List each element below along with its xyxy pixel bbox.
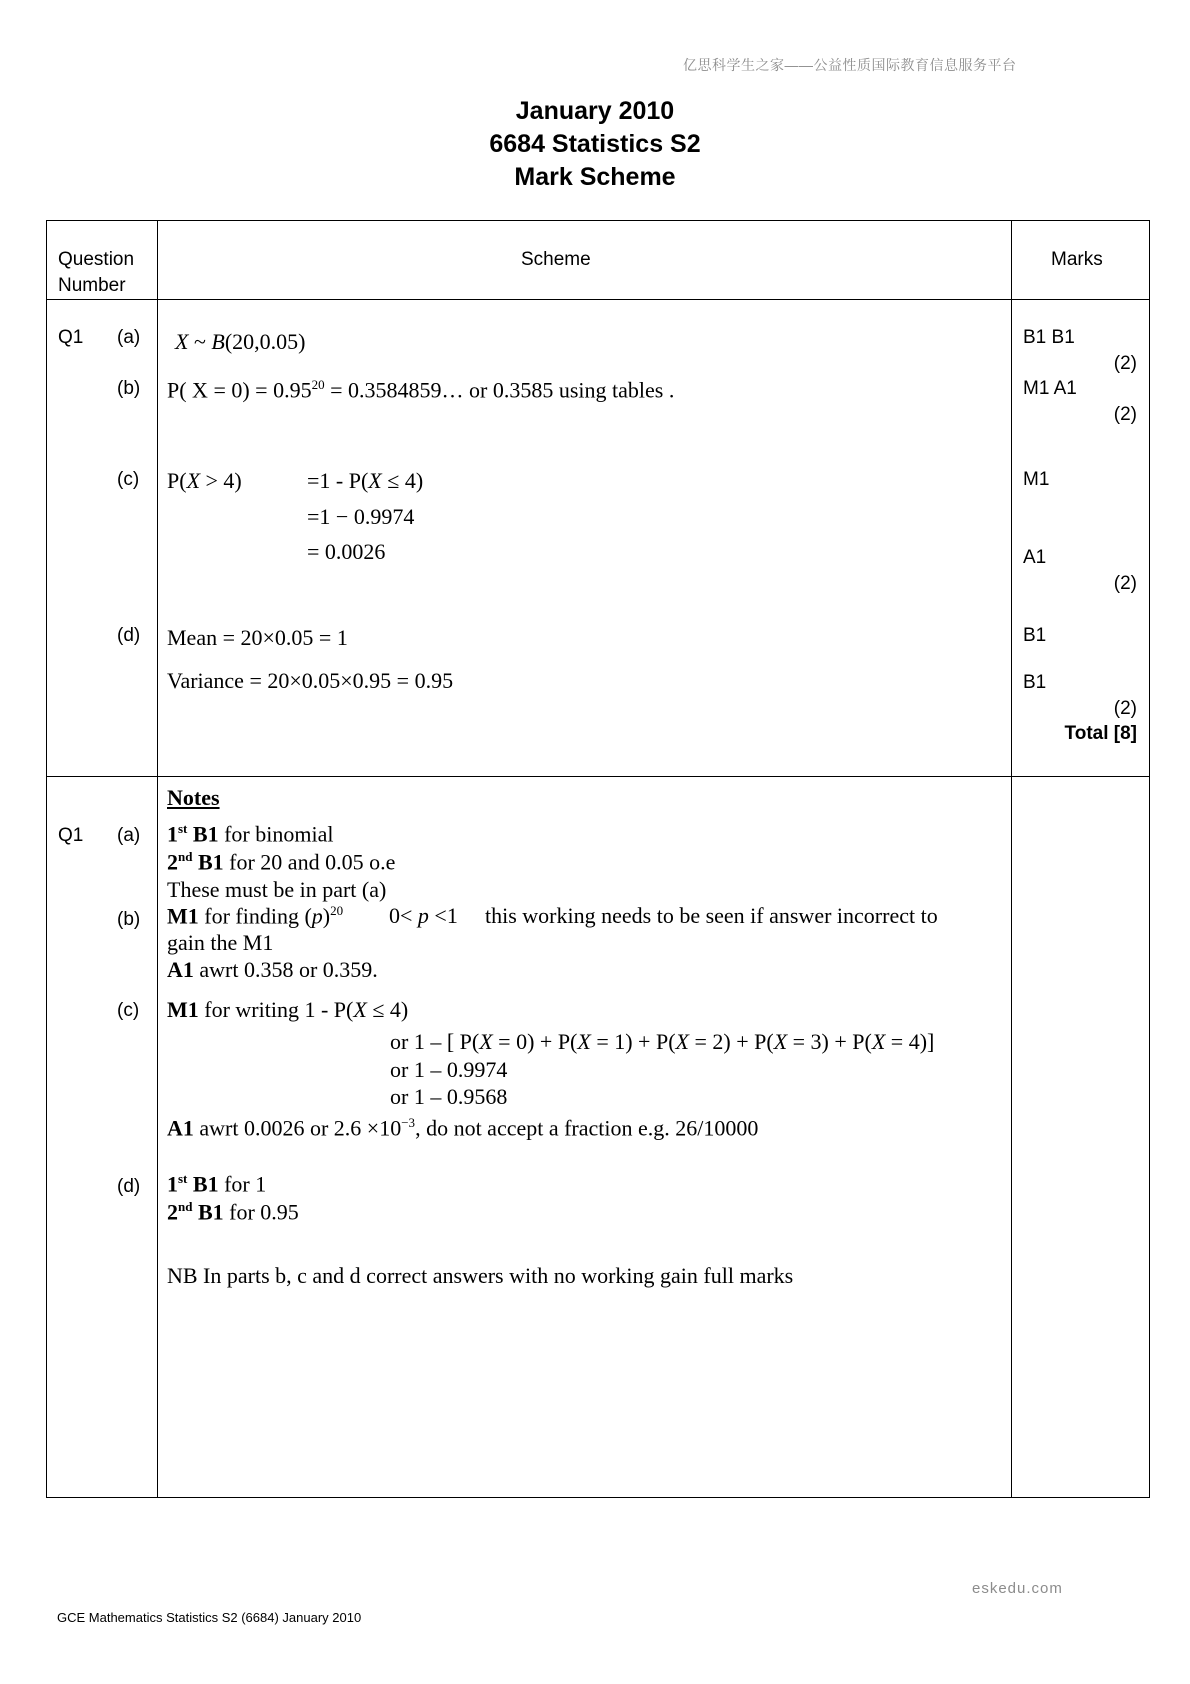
notes-c-line4: or 1 – 0.9568 bbox=[390, 1084, 508, 1109]
scheme-part-a: (a) bbox=[117, 327, 141, 348]
scheme-d-mean: Mean = 20×0.05 = 1 bbox=[167, 625, 348, 650]
notes-question-label: Q1 bbox=[58, 825, 84, 846]
notes-c-line1 bbox=[167, 997, 408, 1023]
notes-a1-text: for binomial bbox=[218, 821, 334, 847]
notes-d2-text: for 0.95 bbox=[223, 1199, 299, 1225]
notes-b-range bbox=[389, 903, 458, 929]
notes-d1-ord-sup: st bbox=[178, 1171, 188, 1186]
notes-c2-x1: X bbox=[479, 1029, 493, 1054]
notes-a2-text: for 20 and 0.05 o.e bbox=[223, 849, 396, 875]
notes-c2-x4: X bbox=[773, 1029, 788, 1054]
marks-c-a1: A1 bbox=[1023, 547, 1047, 568]
header-row-divider bbox=[47, 299, 1149, 300]
header-question-line1: Question bbox=[58, 249, 135, 270]
marks-d-total: (2) bbox=[1113, 698, 1137, 719]
marks-a: B1 B1 bbox=[1023, 327, 1075, 348]
notes-a2-ord: 2 bbox=[167, 849, 178, 875]
notes-c2-a: or 1 – [ P( bbox=[390, 1029, 480, 1054]
scheme-a-tilde: ~ bbox=[188, 329, 212, 354]
notes-a-line1 bbox=[167, 821, 333, 847]
notes-c2-b: = 0) + P( bbox=[492, 1029, 578, 1054]
scheme-c-lhs bbox=[167, 468, 242, 494]
notes-d1-ord: 1 bbox=[167, 1171, 178, 1197]
notes-c1-code: M1 bbox=[167, 997, 199, 1022]
notes-part-d: (d) bbox=[117, 1176, 141, 1197]
notes-d2-code: B1 bbox=[192, 1199, 224, 1225]
notes-b3-text: awrt 0.358 or 0.359. bbox=[193, 957, 378, 982]
notes-d-line2 bbox=[167, 1199, 299, 1225]
notes-c-line2 bbox=[390, 1029, 934, 1055]
scheme-a-args: (20,0.05) bbox=[224, 329, 306, 354]
notes-c2-x2: X bbox=[577, 1029, 591, 1054]
scheme-b-working bbox=[167, 377, 674, 403]
scheme-part-d: (d) bbox=[117, 625, 141, 646]
notes-b1-range-a: 0< bbox=[389, 903, 418, 928]
document-title-paper: 6684 Statistics S2 bbox=[489, 130, 701, 158]
notes-c-line3: or 1 – 0.9974 bbox=[390, 1057, 508, 1082]
document-title-type: Mark Scheme bbox=[514, 163, 676, 191]
marks-b: M1 A1 bbox=[1023, 378, 1077, 399]
notes-part-c: (c) bbox=[117, 1000, 140, 1021]
notes-c1-x: X bbox=[353, 997, 367, 1022]
notes-a2-ord-sup: nd bbox=[178, 849, 193, 864]
scheme-a-distribution bbox=[175, 329, 305, 355]
marks-a-total: (2) bbox=[1113, 353, 1137, 374]
mark-scheme-table bbox=[46, 220, 1150, 1498]
notes-a1-ord: 1 bbox=[167, 821, 178, 847]
notes-b1-sup: 20 bbox=[330, 903, 344, 918]
notes-heading: Notes bbox=[167, 785, 220, 810]
header-scheme: Scheme bbox=[521, 249, 591, 270]
scheme-c-rhs1-b: ≤ 4) bbox=[381, 468, 424, 493]
notes-nb: NB In parts b, c and d correct answers with no working gain full marks bbox=[167, 1263, 794, 1288]
notes-d-line1 bbox=[167, 1171, 266, 1197]
notes-part-a: (a) bbox=[117, 825, 141, 846]
notes-c-line5 bbox=[167, 1115, 758, 1141]
notes-b1-text2: ) bbox=[322, 903, 331, 929]
page-footer: GCE Mathematics Statistics S2 (6684) January 2010 bbox=[57, 1610, 362, 1625]
scheme-a-b: B bbox=[211, 329, 225, 354]
scheme-part-c: (c) bbox=[117, 469, 140, 490]
marks-d-b1-first: B1 bbox=[1023, 625, 1047, 646]
scheme-c-rhs1-x: X bbox=[368, 468, 382, 493]
notes-a1-ord-sup: st bbox=[178, 821, 188, 836]
notes-c5-text-b: , do not accept a fraction e.g. 26/10000 bbox=[415, 1115, 759, 1141]
notes-b-line2: gain the M1 bbox=[167, 930, 274, 955]
scheme-part-b: (b) bbox=[117, 378, 141, 399]
scheme-c-lhs-p: P( bbox=[167, 468, 187, 493]
notes-c5-sup: −3 bbox=[401, 1115, 416, 1130]
document-title-date: January 2010 bbox=[515, 97, 675, 125]
notes-c2-e: = 3) + P( bbox=[787, 1029, 872, 1054]
scheme-c-rhs1-a: =1 - P( bbox=[307, 468, 369, 493]
notes-c2-f: = 4)] bbox=[885, 1029, 935, 1054]
header-question-line2: Number bbox=[58, 275, 126, 296]
notes-b1-range-b: <1 bbox=[428, 903, 458, 928]
notes-c2-c: = 1) + P( bbox=[590, 1029, 676, 1054]
notes-b-line3 bbox=[167, 957, 378, 983]
scheme-b-post: = 0.3584859… or 0.3585 using tables . bbox=[324, 377, 675, 403]
marks-grand-total: Total [8] bbox=[1064, 723, 1137, 744]
notes-c2-x3: X bbox=[675, 1029, 689, 1054]
notes-c5-code: A1 bbox=[167, 1115, 194, 1141]
notes-b1-text1: for finding ( bbox=[198, 903, 312, 929]
notes-part-b: (b) bbox=[117, 909, 141, 930]
notes-b3-code: A1 bbox=[167, 957, 194, 982]
scheme-c-lhs-rest: > 4) bbox=[200, 468, 242, 493]
notes-a-line2 bbox=[167, 849, 395, 875]
marks-d-b1-second: B1 bbox=[1023, 672, 1047, 693]
notes-c1-text-a: for writing 1 - P( bbox=[198, 997, 354, 1022]
scheme-c-lhs-x: X bbox=[186, 468, 201, 493]
notes-d1-text: for 1 bbox=[218, 1171, 267, 1197]
header-marks: Marks bbox=[1051, 249, 1103, 270]
marks-b-total: (2) bbox=[1113, 404, 1137, 425]
notes-a1-code: B1 bbox=[187, 821, 219, 847]
scheme-c-rhs1 bbox=[307, 468, 423, 494]
notes-b1-p: p bbox=[311, 903, 323, 929]
scheme-c-rhs3: = 0.0026 bbox=[307, 539, 386, 564]
notes-b1-code: M1 bbox=[167, 903, 199, 929]
notes-c2-x5: X bbox=[871, 1029, 886, 1054]
notes-c2-d: = 2) + P( bbox=[688, 1029, 774, 1054]
scheme-question-label: Q1 bbox=[58, 327, 84, 348]
marks-c-total: (2) bbox=[1113, 573, 1137, 594]
notes-c5-text-a: awrt 0.0026 or 2.6 ×10 bbox=[193, 1115, 402, 1141]
scheme-a-x: X bbox=[175, 329, 189, 354]
notes-b-tail: this working needs to be seen if answer incorrect to bbox=[485, 903, 938, 928]
scheme-d-variance: Variance = 20×0.05×0.95 = 0.95 bbox=[167, 668, 454, 693]
watermark-bottom: eskedu.com bbox=[972, 1580, 1063, 1597]
column-divider-question bbox=[157, 221, 158, 1497]
scheme-b-sup: 20 bbox=[311, 377, 325, 392]
scheme-b-pre: P( X = 0) = 0.95 bbox=[167, 377, 312, 403]
notes-a-line3: These must be in part (a) bbox=[167, 877, 387, 902]
scheme-c-rhs2: =1 − 0.9974 bbox=[307, 504, 415, 529]
notes-b-line1 bbox=[167, 903, 343, 929]
notes-c1-text-b: ≤ 4) bbox=[366, 997, 409, 1022]
notes-d2-ord: 2 bbox=[167, 1199, 178, 1225]
column-divider-marks bbox=[1011, 221, 1012, 1497]
watermark-top: 亿思科学生之家——公益性质国际教育信息服务平台 bbox=[683, 57, 1017, 73]
notes-a2-code: B1 bbox=[192, 849, 224, 875]
notes-d2-ord-sup: nd bbox=[178, 1199, 193, 1214]
marks-c-m1: M1 bbox=[1023, 469, 1050, 490]
notes-row-divider bbox=[47, 776, 1149, 777]
notes-d1-code: B1 bbox=[187, 1171, 219, 1197]
notes-b1-range-p: p bbox=[417, 903, 429, 928]
